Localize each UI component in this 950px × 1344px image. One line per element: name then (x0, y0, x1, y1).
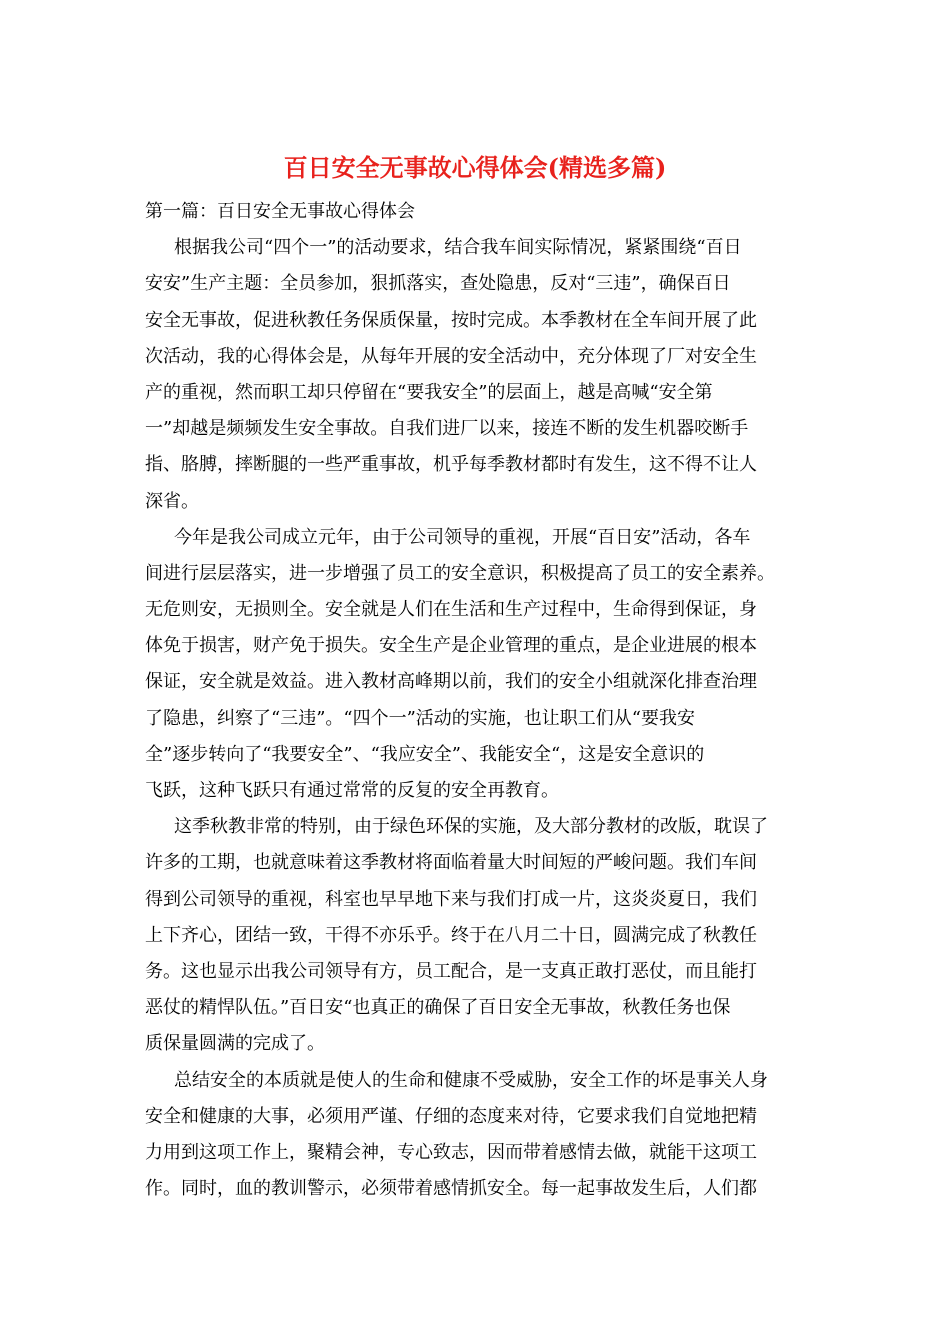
text-line: 无危则安，无损则全。安全就是人们在生活和生产过程中，生命得到保证，身 (145, 599, 757, 621)
text-line: 第一篇：百日安全无事故心得体会 (145, 201, 415, 222)
text-line: 一”却越是频频发生安全事故。自我们进厂以来，接连不断的发生机器咬断手 (145, 418, 749, 440)
text-line: 间进行层层落实，进一步增强了员工的安全意识，积极提高了员工的安全素养。 (145, 562, 775, 584)
text-line: 作。同时，血的教训警示，必须带着感情抓安全。每一起事故发生后，人们都 (145, 1178, 757, 1200)
text-line: 今年是我公司成立元年，由于公司领导的重视，开展“百日安”活动，各车 (174, 526, 751, 548)
text-line: 总结安全的本质就是使人的生命和健康不受威胁，安全工作的坏是事关人身 (174, 1069, 768, 1091)
text-line: 安安”生产主题：全员参加，狠抓落实，查处隐患，反对“三违”，确保百日 (145, 273, 731, 295)
text-line: 保证，安全就是效益。进入教材高峰期以前，我们的安全小组就深化排查治理 (145, 671, 757, 693)
text-line: 得到公司领导的重视，科室也早早地下来与我们打成一片，这炎炎夏日，我们 (145, 888, 757, 910)
text-line: 根据我公司“四个一”的活动要求，结合我车间实际情况，紧紧围绕“百日 (174, 237, 742, 259)
text-line: 飞跃，这种飞跃只有通过常常的反复的安全再教育。 (145, 780, 559, 801)
text-line: 这季秋教非常的特别，由于绿色环保的实施，及大部分教材的改版，耽误了 (174, 816, 768, 838)
text-line: 安全和健康的大事，必须用严谨、仔细的态度来对待，它要求我们自觉地把精 (145, 1105, 757, 1127)
text-line: 安全无事故，促进秋教任务保质保量，按时完成。本季教材在全车间开展了此 (145, 309, 757, 331)
text-line: 深省。 (145, 490, 199, 512)
text-line: 许多的工期，也就意味着这季教材将面临着量大时间短的严峻问题。我们车间 (145, 852, 757, 874)
text-line: 次活动，我的心得体会是，从每年开展的安全活动中，充分体现了厂对安全生 (145, 345, 757, 367)
text-line: 产的重视，然而职工却只停留在“要我安全”的层面上，越是高喊“安全第 (145, 381, 713, 403)
text-line: 恶仗的精悍队伍。”百日安“也真正的确保了百日安全无事故，秋教任务也保 (145, 997, 731, 1019)
text-line: 上下齐心，团结一致，干得不亦乐乎。终于在八月二十日，圆满完成了秋教任 (145, 924, 757, 946)
text-line: 指、胳膊，摔断腿的一些严重事故，机乎每季教材都时有发生，这不得不让人 (145, 454, 757, 476)
text-line: 全”逐步转向了“我要安全”、“我应安全”、我能安全“，这是安全意识的 (145, 743, 705, 765)
document-title: 百日安全无事故心得体会(精选多篇) (283, 153, 667, 182)
text-line: 了隐患，纠察了“三违”。“四个一”活动的实施，也让职工们从“要我安 (145, 707, 696, 729)
text-line: 质保量圆满的完成了。 (145, 1033, 325, 1055)
text-line: 体免于损害，财产免于损失。安全生产是企业管理的重点，是企业进展的根本 (145, 635, 757, 657)
text-line: 力用到这项工作上，聚精会神，专心致志，因而带着感情去做，就能干这项工 (145, 1141, 757, 1163)
document-body (145, 194, 805, 1207)
text-line: 务。这也显示出我公司领导有方，员工配合，是一支真正敢打恶仗，而且能打 (145, 960, 757, 982)
